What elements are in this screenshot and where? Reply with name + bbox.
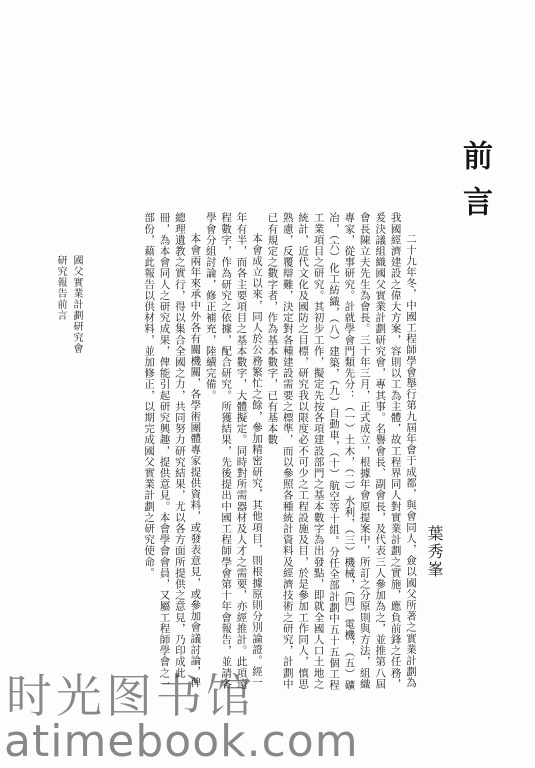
paragraph-2: 本會成立以來，同人於公務繁忙之餘，參加精密研究，其他項目，則根據原則分別論證。經一年有半，而各主要項目之基本數字，大體擬定。同時對所需器材及人才之需要，亦經推計。此項遠程數字，作為研究之依據，配合研究。所獲結果，先後提出中國工程師學會第十年會報告，並請各學會分組討論，修正補充，陸續完備。 [204,212,263,690]
paragraph-3: 本會兩年來承中外各有關機關，各學術團體專家提供資料，或發表意見，或參加會議討論，俾總理遺教之實行，得以集合全國之力，共同努力研究結果，尤以各方面所提供之意見，乃印成此冊，為本會同人之研究成果，俾能引起研究興趣，提供意見。本會學會會員，又屬工程師學會之一部份，藉此報告以供材料，並加修正，以期完成國父實業計劃之研究使命。 [143,212,202,690]
signature-report-title: 研究報告前言 [55,255,66,321]
watermark-chinese: 时光图书馆 [6,669,256,723]
author-name: 葉秀峯 [425,525,444,579]
watermark-url: atimebook.com [4,716,359,767]
page-title: 前言 [457,140,492,232]
signature-organization: 國父實業計劃研究會 [71,255,82,354]
paragraph-1: 二十九年冬，中國工程師學會舉行第九屆年會于成都，與會同人，僉以國父所著之實業計劃為我國經濟建設之偉大方案，容則以工為主體，故工程界同人對實業計劃之實施，應負前鋒之任務，爰決議組織國父實業計劃研究會，專其事。名譽會長、副會長，及代表三人參加為之，並推第八屆會長陳立夫先生為會長。三十年三月，正式成立，根據年會原提案中，所訂之分原則與方法，組織專家，從事研究。計就學會門類先分：（一）土木，（二）水利，（三）機械，（四）電機，（五）礦冶，（六）化工紡織，（八）建築，（九）自動車，（十）航空等十組。分任全部計劃中五十五個工程工業項目之研究。其初步工作，擬定先按各項建設部門之基本數字為出發點，即就全國人口土地之統計，近代文化及國防之目標，研究我以限度必不可少之工程設施及目，於是參加工作同人，慎思熟慮，反覆辯難，決定對各種建設需要之標準，而以參照各種統計資料及經濟技術之研究，計劃中已有規定之數字者，作為基本數字，已有基本數 [266,212,417,691]
body-text [88,212,418,692]
signature-block [50,255,84,455]
